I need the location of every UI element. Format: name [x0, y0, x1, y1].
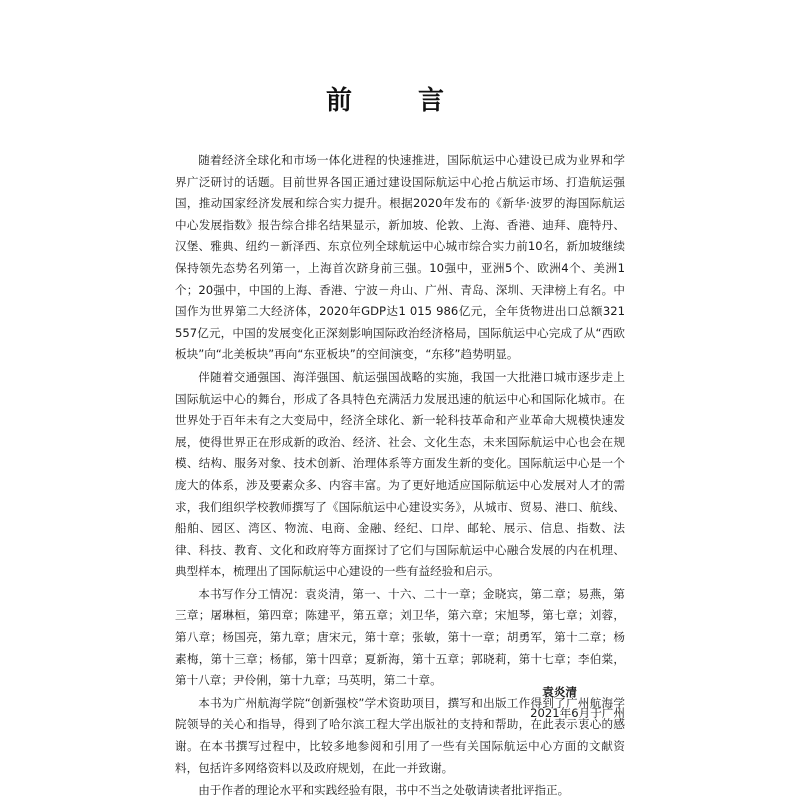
paragraph: 本书为广州航海学院“创新强校”学术资助项目，撰写和出版工作得到了广州航海学院领导的关心和指导，得到了哈尔滨工程大学出版社的支持和帮助，在此表示衷心的感谢。在本书撰写过程中，比较多地参阅和引用了一些有关国际航运中心方面的文献资料，包括许多网络资料以及政府规划，在此一并致谢。 — [175, 695, 625, 775]
page-title: 前 言 — [325, 86, 464, 116]
paragraph: 由于作者的理论水平和实践经验有限，书中不当之处敬请读者批评指正。 — [198, 783, 570, 798]
paragraph: 随着经济全球化和市场一体化进程的快速推进，国际航运中心建设已成为业界和学界广泛研讨的话题。目前世界各国正通过建设国际航运中心抢占航运市场、打造航运强国，推动国家经济发展和综合实力提升。根据2020年发布的《新华·波罗的海国际航运中心发展指数》报告综合排名结果显示，新加坡、伦敦、上海、香港、迪拜、鹿特丹、汉堡、雅典、纽约－新泽西、东京位列全球航运中心城市综合实力前10名，新加坡继续保持领先态势名列第一，上海首次跻身前三强。10强中，亚洲5个、欧洲4个、美洲1个；20强中，中国的上海、香港、宁波－舟山、广州、青岛、深圳、天津榜上有名。中国作为世界第二大经济体，2020年GDP达1 015 986亿元，全年货物进出口总额321 557亿元，中国的发展变化正深刻影响国际政治经济格局，国际航运中心完成了从“西欧板块”向“北美板块”再向“东亚板块”的空间演变，“东移”趋势明显。 — [175, 153, 625, 362]
date-place: 2021年6月于广州 — [530, 706, 625, 720]
author-signature: 袁炎清 — [542, 685, 577, 699]
paragraph: 伴随着交通强国、海洋强国、航运强国战略的实施，我国一大批港口城市逐步走上国际航运中心的舞台，形成了各具特色充满活力发展迅速的航运中心和国际化城市。在世界处于百年未有之大变局中，经济全球化、新一轮科技革命和产业革命大规模快速发展，使得世界正在形成新的政治、经济、社会、文化生态，未来国际航运中心也会在规模、结构、服务对象、技术创新、治理体系等方面发生新的变化。国际航运中心是一个庞大的体系，涉及要素众多、内容丰富。为了更好地适应国际航运中心发展对人才的需求，我们组织学校教师撰写了《国际航运中心建设实务》，从城市、贸易、港口、航线、船舶、园区、湾区、物流、电商、金融、经纪、口岸、邮轮、展示、信息、指数、法律、科技、教育、文化和政府等方面探讨了它们与国际航运中心融合发展的内在机理、典型样本，梳理出了国际航运中心建设的一些有益经验和启示。 — [175, 369, 625, 579]
paragraph: 本书写作分工情况：袁炎清，第一、十六、二十一章；金晓宾，第二章；易燕，第三章；屠琳桓，第四章；陈建平，第五章；刘卫华，第六章；宋旭琴，第七章；刘蓉，第八章；杨国亮，第九章；唐宋元，第十章；张敏，第十一章；胡勇军，第十二章；杨素梅，第十三章；杨郁，第十四章；夏新海，第十五章；郭晓莉，第十七章；李伯棠，第十八章；尹伶俐，第十九章；马英明，第二十章。 — [175, 586, 625, 688]
